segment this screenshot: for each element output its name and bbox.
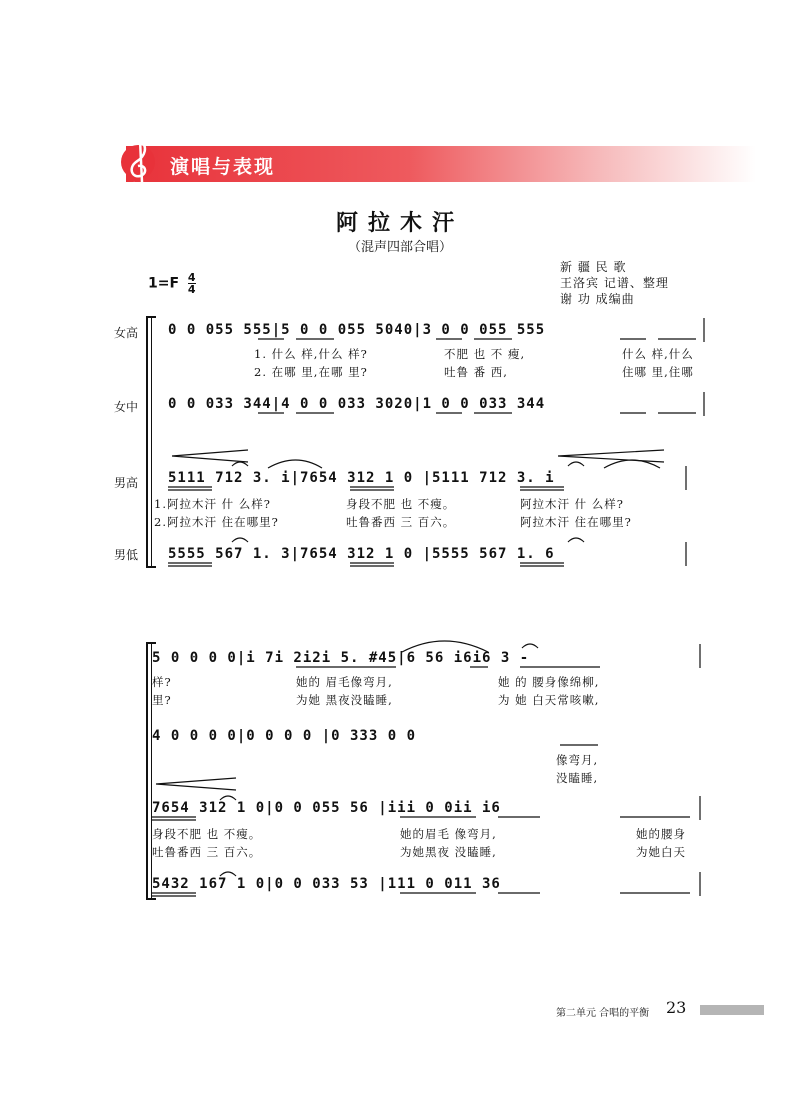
notation-tenor: 5111 712 3. i|7654 312 1 0 |5111 712 3. i [168, 470, 555, 486]
notation-alto: 4 0 0 0 0|0 0 0 0 |0 333 0 0 [152, 728, 417, 744]
lyric: 什么 样,什么 [622, 347, 694, 361]
lyric: 没瞌睡, [556, 771, 599, 785]
lyric: 她的 眉毛像弯月, [296, 675, 393, 689]
lyric: 身段不肥 也 不瘦。 [346, 497, 456, 511]
lyric: 为她 黑夜没瞌睡, [296, 693, 393, 707]
section-title: 演唱与表现 [170, 156, 276, 178]
lyric: 吐鲁 番 西, [444, 365, 508, 379]
notation-soprano: 0 0 055 555|5 0 0 055 5040|3 0 0 055 555 [168, 322, 546, 338]
page-number: 23 [666, 998, 687, 1017]
notation-bass: 5555 567 1. 3|7654 312 1 0 |5555 567 1. 6 [168, 546, 555, 562]
time-top: 4 [187, 271, 196, 284]
lyric: 样? [152, 675, 172, 689]
notation-soprano: 5 0 0 0 0|i 7i 2i2i 5. #45|6 56 i6i6 3 - [152, 650, 530, 666]
credit-line-3: 谢 功 成编曲 [560, 292, 635, 306]
lyric: 阿拉木汗 住在哪里? [520, 515, 632, 529]
song-title: 阿拉木汗 [335, 210, 464, 236]
part-label-soprano: 女高 [114, 326, 139, 340]
notation-tenor: 7654 312 1 0|0 0 055 56 |iii 0 0ii i6 [152, 800, 501, 816]
lyric: 为她黑夜 没瞌睡, [400, 845, 497, 859]
credit-line-2: 王洛宾 记谱、整理 [560, 276, 669, 290]
lyric: 为她白天 [636, 845, 686, 859]
notation-bass: 5432 167 1 0|0 0 033 53 |111 0 011 36 [152, 876, 501, 892]
lyric: 1. 什么 样,什么 样? [254, 347, 368, 361]
lyric: 不肥 也 不 瘦, [444, 347, 526, 361]
lyric: 1.阿拉木汗 什 么样? [154, 497, 271, 511]
key-text: 1=F [148, 275, 180, 292]
lyric: 吐鲁番西 三 百六。 [152, 845, 262, 859]
lyric: 像弯月, [556, 753, 599, 767]
lyric: 2.阿拉木汗 住在哪里? [154, 515, 279, 529]
song-subtitle: （混声四部合唱） [347, 240, 452, 255]
lyric: 身段不肥 也 不瘦。 [152, 827, 262, 841]
time-bottom: 4 [187, 283, 196, 296]
lyric: 她的眉毛 像弯月, [400, 827, 497, 841]
footer-bar [700, 1005, 764, 1015]
lyric: 里? [152, 693, 172, 707]
footer-unit-text: 第二单元 合唱的平衡 [556, 1008, 650, 1019]
lyric: 为 她 白天常咳嗽, [498, 693, 600, 707]
lyric: 她的腰身 [636, 827, 686, 841]
lyric: 2. 在哪 里,在哪 里? [254, 365, 368, 379]
part-label-tenor: 男高 [114, 476, 139, 490]
lyric: 吐鲁番西 三 百六。 [346, 515, 456, 529]
lyric: 她 的 腰身像绵柳, [498, 675, 600, 689]
part-label-bass: 男低 [114, 548, 139, 562]
notation-alto: 0 0 033 344|4 0 0 033 3020|1 0 0 033 344 [168, 396, 546, 412]
part-label-alto: 女中 [114, 400, 139, 414]
lyric: 阿拉木汗 什 么样? [520, 497, 624, 511]
lyric: 住哪 里,住哪 [622, 365, 694, 379]
credit-line-1: 新 疆 民 歌 [560, 260, 627, 274]
